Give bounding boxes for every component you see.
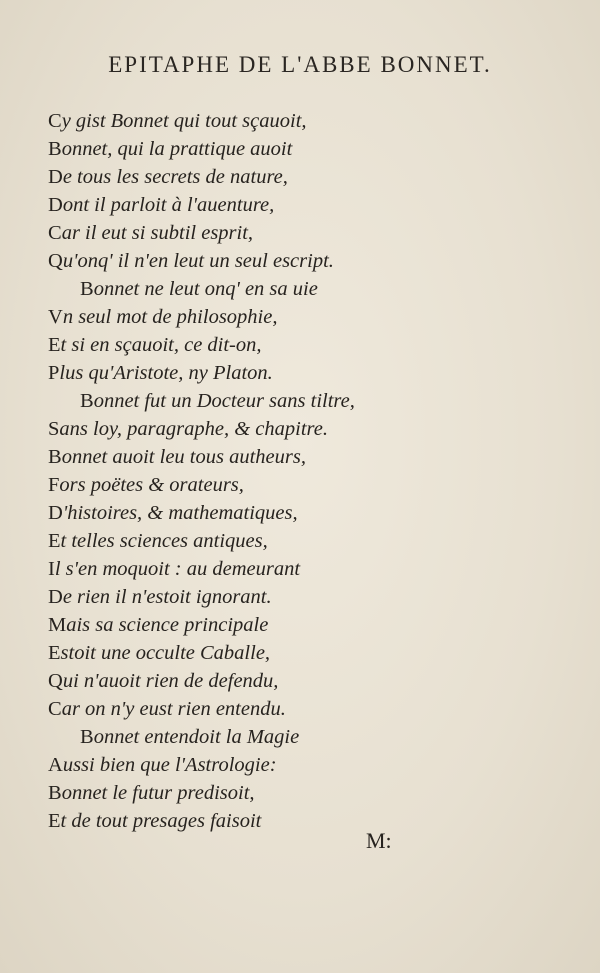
poem-line: Bonnet le futur predisoit, — [48, 782, 255, 804]
poem-line: Plus qu'Aristote, ny Platon. — [48, 362, 273, 384]
poem-line: Vn seul mot de philosophie, — [48, 306, 278, 328]
poem-line: Cy gist Bonnet qui tout sçauoit, — [48, 110, 307, 132]
running-head: EPITAPHE DE L'ABBE BONNET. — [108, 52, 492, 77]
poem-line: Qu'onq' il n'en leut un seul escript. — [48, 250, 334, 272]
poem-line: Bonnet fut un Docteur sans tiltre, — [80, 390, 355, 412]
poem-line: De rien il n'estoit ignorant. — [48, 586, 272, 608]
poem-line: Aussi bien que l'Astrologie: — [48, 754, 277, 776]
poem-line: D'histoires, & mathematiques, — [48, 502, 298, 524]
poem-line: Qui n'auoit rien de defendu, — [48, 670, 279, 692]
poem-line: Car on n'y eust rien entendu. — [48, 698, 286, 720]
poem-line: De tous les secrets de nature, — [48, 166, 288, 188]
poem-line: Et si en sçauoit, ce dit-on, — [48, 334, 262, 356]
poem-line: Dont il parloit à l'auenture, — [48, 194, 275, 216]
poem-line: Bonnet, qui la prattique auoit — [48, 138, 293, 160]
poem-line: Estoit une occulte Caballe, — [48, 642, 271, 664]
poem-line: Bonnet auoit leu tous autheurs, — [48, 446, 306, 468]
poem-line: Mais sa science principale — [48, 614, 269, 636]
poem-line: Sans loy, paragraphe, & chapitre. — [48, 418, 328, 440]
catchword: M: — [366, 828, 392, 853]
poem-line: Bonnet entendoit la Magie — [80, 726, 300, 748]
poem-line: Bonnet ne leut onq' en sa uie — [80, 278, 318, 300]
poem-line: Car il eut si subtil esprit, — [48, 222, 254, 244]
poem-line: Fors poëtes & orateurs, — [48, 474, 244, 496]
poem-line: Et telles sciences antiques, — [48, 530, 268, 552]
poem-line: Il s'en moquoit : au demeurant — [48, 558, 301, 580]
poem-line: Et de tout presages faisoit — [48, 810, 262, 832]
